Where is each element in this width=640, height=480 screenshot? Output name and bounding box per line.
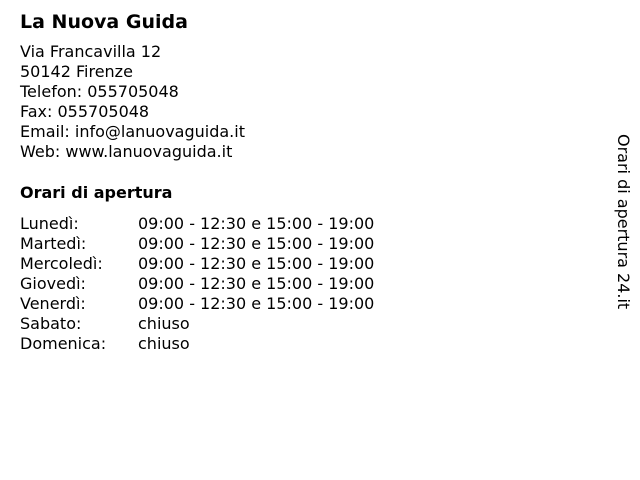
day-hours: 09:00 - 12:30 e 15:00 - 19:00 <box>138 234 375 253</box>
opening-hours-table <box>20 214 580 354</box>
web-label: Web: <box>20 142 66 161</box>
address-street: Via Francavilla 12 <box>20 42 162 61</box>
address-city: 50142 Firenze <box>20 62 133 81</box>
hours-row-sabato <box>20 314 580 334</box>
web-link[interactable]: www.lanuovaguida.it <box>65 142 233 161</box>
business-name: La Nuova Guida <box>20 11 188 33</box>
day-hours: 09:00 - 12:30 e 15:00 - 19:00 <box>138 214 375 233</box>
business-card <box>20 10 580 354</box>
web-line <box>20 142 580 162</box>
day-label: Lunedì: <box>20 214 79 233</box>
day-hours: 09:00 - 12:30 e 15:00 - 19:00 <box>138 294 375 313</box>
opening-hours-title: Orari di apertura <box>20 183 173 202</box>
day-label: Venerdì: <box>20 294 86 313</box>
day-label: Domenica: <box>20 334 107 353</box>
hours-row-mercoledi <box>20 254 580 274</box>
hours-row-domenica <box>20 334 580 354</box>
phone-line: Telefon: 055705048 <box>20 82 179 101</box>
email-label: Email: <box>20 122 75 141</box>
hours-row-martedi <box>20 234 580 254</box>
hours-row-giovedi <box>20 274 580 294</box>
day-label: Sabato: <box>20 314 82 333</box>
day-hours: chiuso <box>138 314 190 333</box>
day-label: Giovedì: <box>20 274 86 293</box>
site-watermark: Orari di apertura 24.it <box>614 133 633 310</box>
day-hours: chiuso <box>138 334 190 353</box>
day-hours: 09:00 - 12:30 e 15:00 - 19:00 <box>138 274 375 293</box>
day-hours: 09:00 - 12:30 e 15:00 - 19:00 <box>138 254 375 273</box>
email-line <box>20 122 580 142</box>
contact-block <box>20 42 580 162</box>
fax-line: Fax: 055705048 <box>20 102 150 121</box>
day-label: Mercoledì: <box>20 254 103 273</box>
email-link[interactable]: info@lanuovaguida.it <box>74 122 245 141</box>
hours-row-lunedi <box>20 214 580 234</box>
day-label: Martedì: <box>20 234 87 253</box>
hours-row-venerdi <box>20 294 580 314</box>
